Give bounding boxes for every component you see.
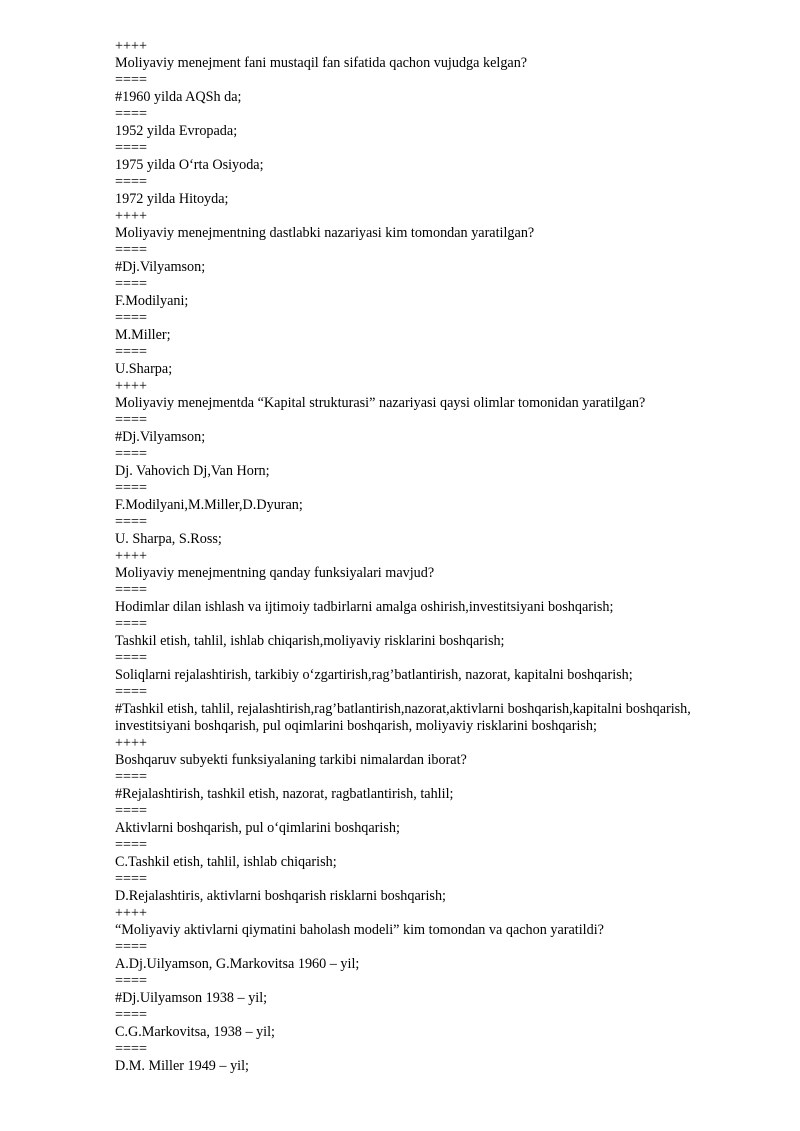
answer-separator: ==== bbox=[115, 140, 148, 156]
answer-separator: ==== bbox=[115, 106, 148, 122]
answer-separator: ==== bbox=[115, 174, 148, 190]
answer-separator: ==== bbox=[115, 72, 148, 88]
question-marker: ++++ bbox=[115, 208, 148, 224]
answer-option: U. Sharpa, S.Ross; bbox=[115, 531, 222, 547]
answer-option: 1975 yilda O‘rta Osiyoda; bbox=[115, 157, 264, 173]
answer-separator: ==== bbox=[115, 684, 148, 700]
answer-option: #Tashkil etish, tahlil, rejalashtirish,rag’batlantirish,nazorat,aktivlarni boshqarish,kapitalni boshqarish, investitsiyani boshqarish, pul oqimlarini boshqarish, moliyaviy risklarini boshqarish; bbox=[115, 701, 691, 734]
question-text: Moliyaviy menejmentda “Kapital strukturasi” nazariyasi qaysi olimlar tomonidan yaratilgan? bbox=[115, 395, 646, 411]
question-marker: ++++ bbox=[115, 735, 148, 751]
question-marker: ++++ bbox=[115, 378, 148, 394]
question-text: Moliyaviy menejmentning qanday funksiyalari mavjud? bbox=[115, 565, 435, 581]
answer-separator: ==== bbox=[115, 446, 148, 462]
answer-separator: ==== bbox=[115, 616, 148, 632]
answer-option: Tashkil etish, tahlil, ishlab chiqarish,moliyaviy risklarini boshqarish; bbox=[115, 633, 505, 649]
answer-option: C.G.Markovitsa, 1938 – yil; bbox=[115, 1024, 275, 1040]
answer-option: F.Modilyani,M.Miller,D.Dyuran; bbox=[115, 497, 303, 513]
answer-separator: ==== bbox=[115, 1041, 148, 1057]
question-marker: ++++ bbox=[115, 905, 148, 921]
answer-separator: ==== bbox=[115, 1007, 148, 1023]
answer-separator: ==== bbox=[115, 412, 148, 428]
answer-separator: ==== bbox=[115, 803, 148, 819]
answer-option: D.Rejalashtiris, aktivlarni boshqarish risklarni boshqarish; bbox=[115, 888, 446, 904]
answer-option: 1952 yilda Evropada; bbox=[115, 123, 238, 139]
answer-separator: ==== bbox=[115, 514, 148, 530]
answer-separator: ==== bbox=[115, 939, 148, 955]
answer-separator: ==== bbox=[115, 242, 148, 258]
answer-option: C.Tashkil etish, tahlil, ishlab chiqarish; bbox=[115, 854, 337, 870]
answer-option: #1960 yilda AQSh da; bbox=[115, 89, 242, 105]
answer-separator: ==== bbox=[115, 837, 148, 853]
answer-option: A.Dj.Uilyamson, G.Markovitsa 1960 – yil; bbox=[115, 956, 360, 972]
answer-separator: ==== bbox=[115, 582, 148, 598]
answer-option: #Dj.Vilyamson; bbox=[115, 429, 206, 445]
answer-separator: ==== bbox=[115, 650, 148, 666]
answer-option: Hodimlar dilan ishlash va ijtimoiy tadbirlarni amalga oshirish,investitsiyani boshqarish; bbox=[115, 599, 614, 615]
answer-separator: ==== bbox=[115, 480, 148, 496]
answer-option: Aktivlarni boshqarish, pul o‘qimlarini boshqarish; bbox=[115, 820, 400, 836]
answer-separator: ==== bbox=[115, 276, 148, 292]
answer-option: #Dj.Vilyamson; bbox=[115, 259, 206, 275]
answer-option: #Rejalashtirish, tashkil etish, nazorat, ragbatlantirish, tahlil; bbox=[115, 786, 454, 802]
answer-separator: ==== bbox=[115, 310, 148, 326]
answer-option: M.Miller; bbox=[115, 327, 171, 343]
question-text: Moliyaviy menejment fani mustaqil fan sifatida qachon vujudga kelgan? bbox=[115, 55, 528, 71]
question-marker: ++++ bbox=[115, 38, 148, 54]
answer-separator: ==== bbox=[115, 871, 148, 887]
answer-option: U.Sharpa; bbox=[115, 361, 173, 377]
answer-option: 1972 yilda Hitoyda; bbox=[115, 191, 229, 207]
answer-option: #Dj.Uilyamson 1938 – yil; bbox=[115, 990, 268, 1006]
question-text: “Moliyaviy aktivlarni qiymatini baholash modeli” kim tomondan va qachon yaratildi? bbox=[115, 922, 604, 938]
answer-separator: ==== bbox=[115, 973, 148, 989]
answer-separator: ==== bbox=[115, 769, 148, 785]
answer-option: Soliqlarni rejalashtirish, tarkibiy o‘zgartirish,rag’batlantirish, nazorat, kapitalni boshqarish; bbox=[115, 667, 633, 683]
question-marker: ++++ bbox=[115, 548, 148, 564]
answer-separator: ==== bbox=[115, 344, 148, 360]
answer-option: F.Modilyani; bbox=[115, 293, 189, 309]
document-page bbox=[115, 38, 755, 1075]
question-text: Boshqaruv subyekti funksiyalaning tarkibi nimalardan iborat? bbox=[115, 752, 467, 768]
answer-option: D.M. Miller 1949 – yil; bbox=[115, 1058, 249, 1074]
question-text: Moliyaviy menejmentning dastlabki nazariyasi kim tomondan yaratilgan? bbox=[115, 225, 535, 241]
answer-option: Dj. Vahovich Dj,Van Horn; bbox=[115, 463, 270, 479]
